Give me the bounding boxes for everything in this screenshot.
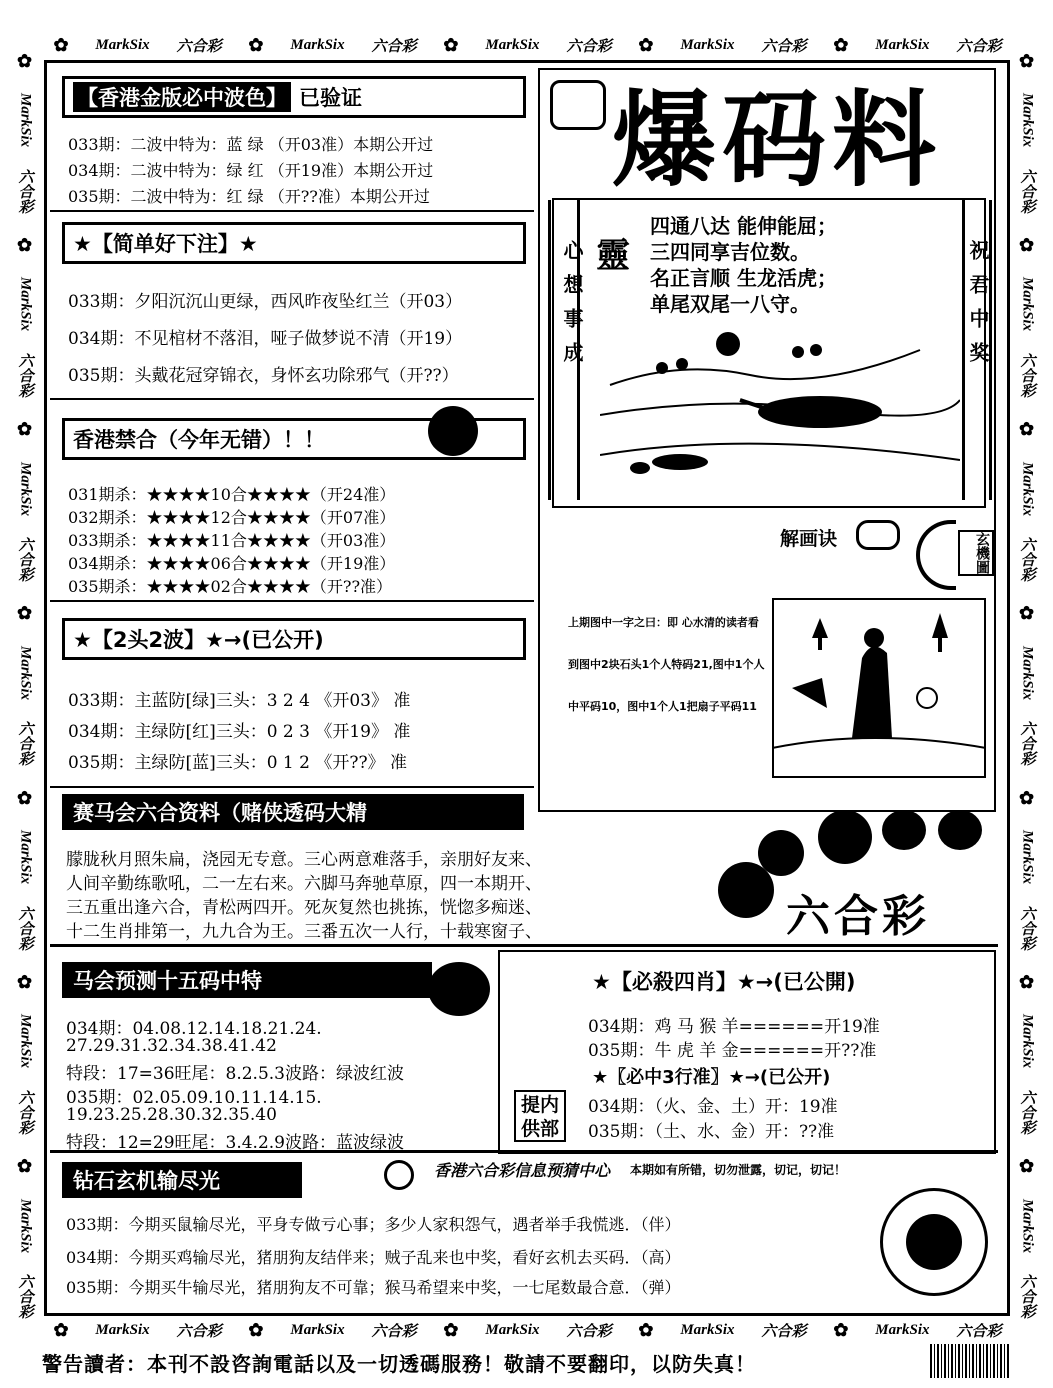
box1-divider [50,210,534,212]
box1-line-2: 034期：二波中特为：绿 红 （开19准）本期公开过 [68,161,434,180]
liuhecai-text: 六合彩 [371,1323,417,1340]
liuhecai-text: 六合彩 [761,38,807,55]
flower-icon: ✿ [443,34,459,55]
bottom-border-strip [40,1319,1015,1341]
sanxing-title: ★〖必中3行准〗★→(已公开) [592,1067,831,1088]
liuhecai-text: 六合彩 [1018,721,1035,767]
mid-divider [50,944,998,947]
box7-line-1: 033期：今期买鼠输尽光，平身专做亏心事；多少人家积怨气，遇者举手我慌逃．（伴） [66,1215,681,1234]
logo-badge-icon [550,80,606,130]
sanxing-line-1: 034期：（火、金、土）开：19准 [588,1097,838,1117]
box1-header [62,76,526,118]
box1-title: 【香港金版必中波色】 [73,82,291,112]
tinei-box: 提内供部 [514,1090,566,1142]
landscape-illustration [600,320,960,500]
marksix-text: MarkSix [95,36,150,53]
org-note: 本期如有所错，切勿泄露，切记，切记！ [630,1163,847,1177]
liuhecai-text: 六合彩 [956,38,1002,55]
liuhecai-text: 六合彩 [16,1089,33,1135]
right-border-strip [1014,40,1040,1330]
marksix-text: MarkSix [875,1321,930,1338]
scroll-right-text: 祝君中奖 [966,240,990,376]
marksix-text: MarkSix [17,830,34,885]
liuhecai-logo-text: 六合彩 [786,891,930,942]
box6-line-1: 034期：04.08.12.14.18.21.24. [66,1019,322,1039]
marksix-text: MarkSix [17,645,34,701]
bisha-title: ★【必殺四肖】★→(已公開) [592,970,856,994]
box3-line-5: 035期杀：★★★★02合★★★★（开??准） [68,577,393,596]
marksix-text: MarkSix [17,1198,34,1253]
flower-icon: ✿ [248,34,264,55]
flower-icon: ✿ [638,1319,654,1340]
box3-line-4: 034期杀：★★★★06合★★★★（开19准） [68,554,396,573]
box7-title: 钻石玄机输尽光 [73,1169,220,1193]
leopard-icon [758,396,882,428]
barcode [930,1344,1010,1378]
liuhecai-text: 六合彩 [1018,1089,1035,1135]
box1-line-3: 035期：二波中特为：红 绿 （开??准）本期公开过 [68,187,430,206]
box5-line-2: 人间辛勤练歌吼，二一左右来。六脚马奔驰草原，四一本期开、 [66,874,542,894]
box4-title: ★【2头2波】★→(已公开) [73,628,324,652]
marksix-text: MarkSix [290,36,345,53]
box7-header [62,1162,302,1198]
liuhecai-text: 六合彩 [761,1323,807,1340]
xuanji-label: 玄機圖 [958,530,994,576]
decor-dot-2 [758,830,804,876]
box5-title: 赛马会六合资料（赌侠透码大精 [73,801,367,825]
bisha-line-1: 034期：鸡 马 猴 羊======开19准 [588,1017,880,1037]
box2-line-2: 034期：不见棺材不落泪，哑子做梦说不清（开19） [68,329,463,349]
box2-title: ★【简单好下注】★ [73,232,258,256]
liuhecai-text: 六合彩 [566,38,612,55]
top-border-strip [40,34,1015,56]
flower-icon: ✿ [15,1156,35,1178]
marksix-text: MarkSix [680,1321,735,1338]
bisha-line-2: 035期：牛 虎 羊 金======开??准 [588,1041,877,1061]
flower-icon: ✿ [53,34,69,55]
box5-header [62,794,524,830]
marksix-text: MarkSix [95,1321,150,1338]
box4-line-1: 033期：主蓝防[绿]三头：3 2 4 《开03》 准 [68,691,411,711]
flower-icon: ✿ [15,603,35,625]
box4-header [62,618,526,660]
liuhecai-text: 六合彩 [176,38,222,55]
marksix-text: MarkSix [1019,1198,1036,1253]
marksix-text: MarkSix [290,1321,345,1338]
flower-icon: ✿ [15,419,35,441]
box7-line-2: 034期：今期买鸡输尽光，猪朋狗友结伴来；贼子乱来也中奖，看好玄机去买码．（高） [66,1248,681,1267]
box6-line-2: 27.29.31.32.34.38.41.42 [66,1036,277,1056]
marksix-text: MarkSix [875,36,930,53]
xuanji-picture [772,598,986,778]
box4-divider [50,786,534,788]
flower-icon: ✿ [1017,50,1037,72]
flower-icon: ✿ [1017,1156,1037,1178]
box3-title: 香港禁合（今年无错）！！ [73,428,325,452]
poem-line-3: 名正言顺 生龙活虎； [650,266,837,290]
liuhecai-text: 六合彩 [16,721,33,767]
box2-line-1: 033期：夕阳沉沉山更绿，西风昨夜坠红兰（开03） [68,292,463,312]
sanxing-line-2: 035期：（土、水、金）开：??准 [588,1122,835,1142]
box4-line-2: 034期：主绿防[红]三头：0 2 3 《开19》 准 [68,722,411,742]
marksix-text: MarkSix [1019,277,1036,332]
box6-line-5: 19.23.25.28.30.32.35.40 [66,1105,277,1125]
marksix-text: MarkSix [680,36,735,53]
pointing-hand-icon [856,520,900,550]
flower-icon: ✿ [1017,972,1037,993]
hk-emblem-icon [880,1188,988,1296]
box1-verified: 已验证 [299,86,362,110]
liuhecai-text: 六合彩 [16,168,33,214]
hint-line-2: 到图中2块石头1个人特码21,图中1个人 [568,658,765,671]
flower-icon: ✿ [1017,787,1037,809]
liuhecai-text: 六合彩 [1018,168,1035,214]
liuhecai-text: 六合彩 [956,1323,1002,1340]
box4-line-3: 035期：主绿防[蓝]三头：0 1 2 《开??》 准 [68,753,408,773]
box3-line-1: 031期杀：★★★★10合★★★★（开24准） [68,485,396,504]
liuhecai-text: 六合彩 [1018,905,1035,951]
decor-dot-4 [882,810,926,850]
box3-divider [50,600,534,602]
decor-dot-3 [818,810,872,864]
marksix-text: MarkSix [17,93,34,148]
fish-emblem-icon [428,406,478,456]
poem-line-2: 三四同享吉位数。 [650,240,810,264]
liuhecai-text: 六合彩 [1018,537,1035,583]
poem-line-1: 四通八达 能伸能屈； [650,214,837,238]
marksix-text: MarkSix [1019,1014,1036,1069]
box2-divider [50,398,534,400]
box7-line-3: 035期：今期买牛输尽光，猪朋狗友不可靠；猴马希望来中奖，一七尾数最合意．（弹） [66,1278,681,1297]
flower-icon: ✿ [15,50,35,72]
box5-line-4: 十二生肖排第一，九九合为王。三番五次一人行，十载寒窗子、 [66,922,542,942]
flower-icon: ✿ [53,1319,69,1340]
flower-icon: ✿ [248,1319,264,1340]
liuhecai-text: 六合彩 [16,352,33,398]
win-badge-icon [428,962,490,1016]
box2-header [62,222,526,264]
marksix-text: MarkSix [17,277,34,332]
poem-line-4: 单尾双尾一八守。 [650,292,810,316]
flower-icon: ✿ [833,34,849,55]
org-name: 香港六合彩信息预猜中心 [434,1161,611,1180]
liuhecai-text: 六合彩 [1018,352,1035,398]
box5-line-3: 三五重出逢六合，青松两四开。死灰复然也挑拣，恍惚多痴迷、 [66,898,542,918]
scroll-left-text: 心想事成 [560,240,584,376]
box6-line-6: 特段：12=29旺尾：3.4.2.9波路：蓝波绿波 [66,1133,404,1153]
liuhecai-text: 六合彩 [371,38,417,55]
hint-line-3: 中平码10，图中1个人1把扇子平码11 [568,700,757,713]
box5-line-1: 朦胧秋月照朱扁，浇园无专意。三心两意难落手，亲朋好友来、 [66,850,542,870]
decor-dot-5 [938,810,982,850]
marksix-text: MarkSix [1019,93,1036,148]
flower-icon: ✿ [638,34,654,55]
liuhecai-text: 六合彩 [1018,1274,1035,1320]
liuhecai-text: 六合彩 [16,1274,33,1320]
flower-icon: ✿ [1017,234,1037,256]
liuhecai-text: 六合彩 [16,905,33,951]
marksix-text: MarkSix [17,1014,34,1069]
marksix-text: MarkSix [485,1321,540,1338]
box6-title: 马会预测十五码中特 [73,969,262,993]
box6-header [62,962,432,998]
flower-icon: ✿ [443,1319,459,1340]
lower-divider [50,1150,998,1153]
liuhecai-text: 六合彩 [566,1323,612,1340]
jiehua-label: 解画诀 [780,528,838,550]
footer-warning: 警告讀者：本刊不設咨詢電話以及一切透碼服務！敬請不要翻印，以防失真！ [42,1352,756,1376]
flower-icon: ✿ [15,234,35,256]
marksix-text: MarkSix [1019,830,1036,885]
box3-line-3: 033期杀：★★★★11合★★★★（开03准） [68,531,396,550]
flower-icon: ✿ [1017,419,1037,441]
target-icon [384,1160,414,1190]
box1-line-1: 033期：二波中特为：蓝 绿 （开03准）本期公开过 [68,135,434,154]
main-logo-text: 爆码料 [612,78,943,201]
marksix-text: MarkSix [17,461,34,516]
marksix-text: MarkSix [1019,645,1036,701]
box2-line-3: 035期：头戴花冠穿锦衣，身怀玄功除邪气（开??） [68,366,459,386]
marksix-text: MarkSix [485,36,540,53]
left-border-strip [12,40,38,1330]
flower-icon: ✿ [15,972,35,993]
flower-icon: ✿ [1017,603,1037,625]
box6-line-3: 特段：17=36旺尾：8.2.5.3波路：绿波红波 [66,1064,404,1084]
flower-icon: ✿ [833,1319,849,1340]
box6-line-4: 035期：02.05.09.10.11.14.15. [66,1088,322,1108]
hint-line-1: 上期图中一字之曰：即 心水清的读者看 [568,616,759,629]
box3-line-2: 032期杀：★★★★12合★★★★（开07准） [68,508,396,527]
liuhecai-text: 六合彩 [176,1323,222,1340]
ling-character: 靈 [596,236,630,276]
bauhinia-icon [906,1214,962,1270]
marksix-text: MarkSix [1019,461,1036,516]
liuhecai-text: 六合彩 [16,537,33,583]
sun-icon [716,332,740,356]
flower-icon: ✿ [15,787,35,809]
